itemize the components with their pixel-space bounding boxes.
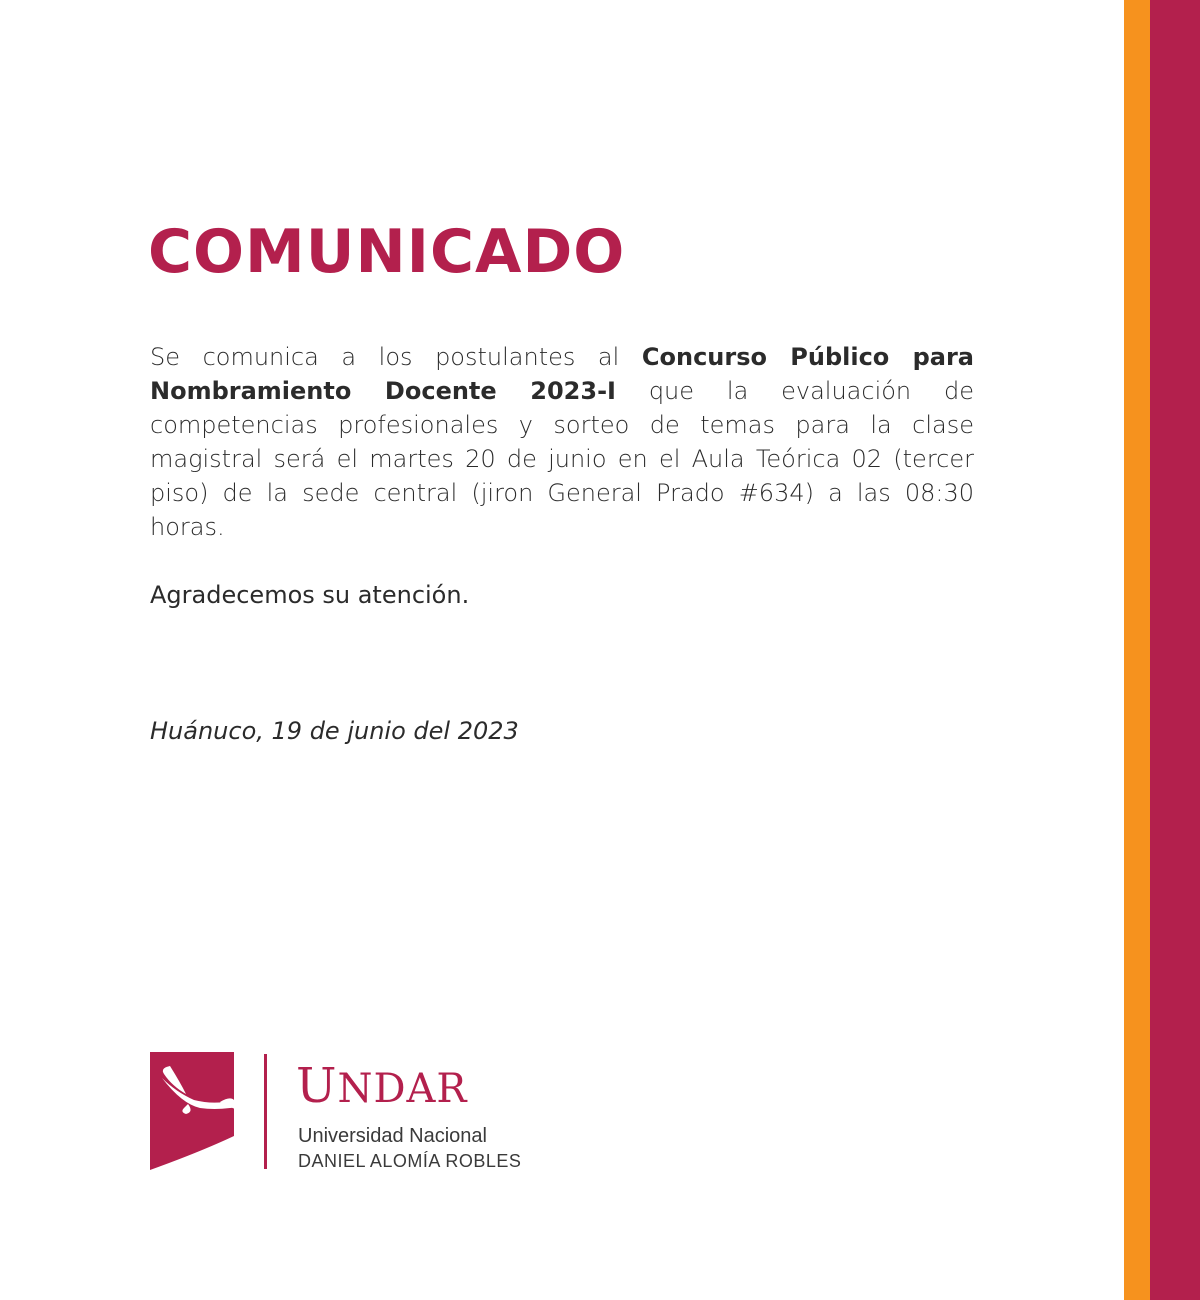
accent-stripe-crimson <box>1150 0 1200 1300</box>
brand-initial: U <box>296 1058 338 1114</box>
paragraph-intro: Se comunica a los postulantes al <box>150 343 642 371</box>
place-date: Huánuco, 19 de junio del 2023 <box>150 717 519 745</box>
logo-brand-name <box>296 1054 468 1121</box>
logo-name-line: DANIEL ALOMÍA ROBLES <box>298 1151 522 1171</box>
thanks-line: Agradecemos su atención. <box>150 581 470 609</box>
brand-rest: NDAR <box>337 1066 468 1112</box>
accent-stripe-orange <box>1124 0 1150 1300</box>
logo-divider <box>264 1054 267 1169</box>
paragraph-contest-name: Concurso Público para Nombramiento Docente 2023-I <box>150 343 974 405</box>
condor-shield-icon <box>150 1052 260 1170</box>
announcement-paragraph <box>150 340 974 544</box>
page-title: COMUNICADO <box>148 217 626 287</box>
university-logo <box>150 1052 570 1172</box>
logo-university-line: Universidad Nacional <box>298 1125 487 1147</box>
paragraph-details: que la evaluación de competencias profesionales y sorteo de temas para la clase magistral será el martes 20 de junio en el Aula Teórica 02 (tercer piso) de la sede central (jiron General Prado #634) a las 08:30 horas. <box>150 377 975 541</box>
